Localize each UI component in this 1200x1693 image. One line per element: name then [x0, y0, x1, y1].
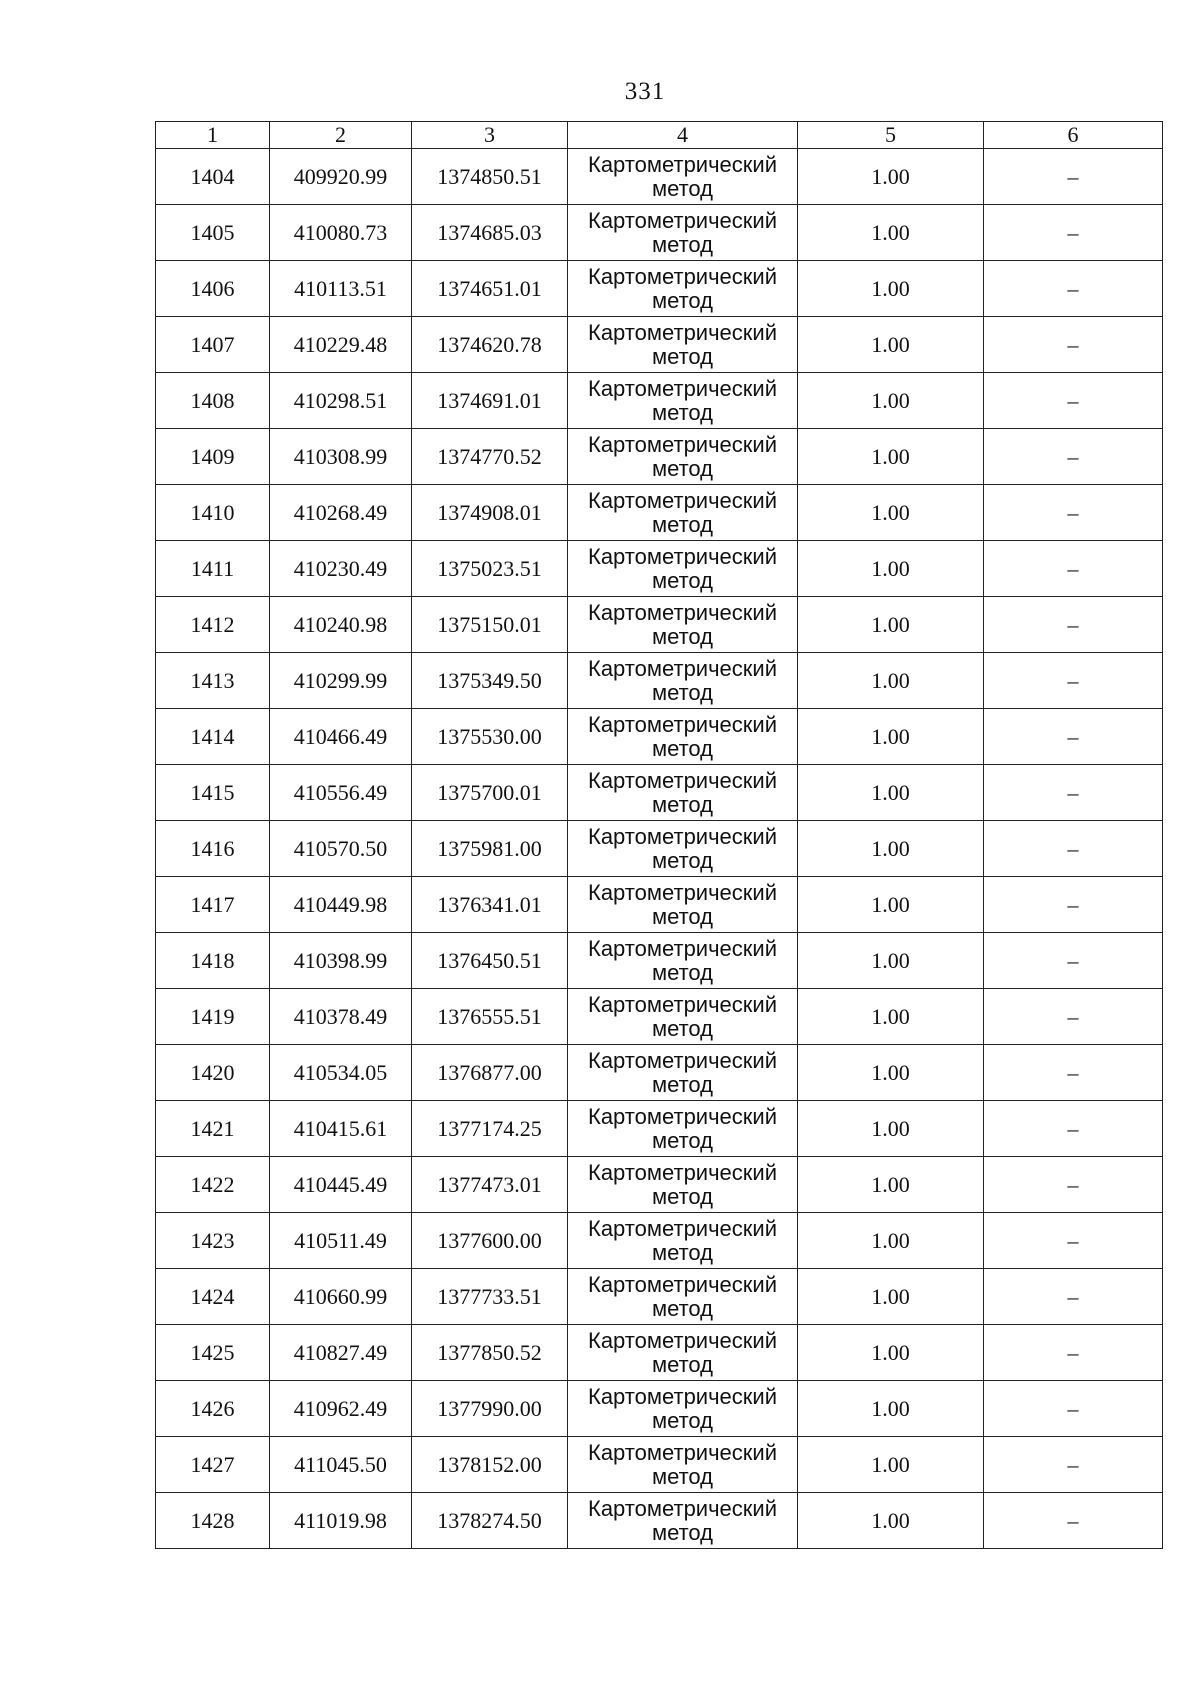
- column-header-6: 6: [984, 122, 1163, 149]
- x-coordinate-cell: 410240.98: [270, 597, 412, 653]
- x-coordinate-cell: 410398.99: [270, 933, 412, 989]
- table-row: [156, 1213, 1163, 1269]
- x-coordinate-cell: 410080.73: [270, 205, 412, 261]
- method-line-2: метод: [651, 623, 714, 649]
- y-coordinate-cell: 1376555.51: [412, 989, 568, 1045]
- method-cell: [568, 709, 798, 765]
- method-line-2: метод: [651, 1127, 714, 1153]
- point-number-cell: 1423: [156, 1213, 270, 1269]
- method-line-2: метод: [651, 1239, 714, 1265]
- method-line-2: метод: [651, 455, 714, 481]
- method-line-1: Картометрический: [588, 823, 777, 849]
- x-coordinate-cell: 410827.49: [270, 1325, 412, 1381]
- method-line-2: метод: [651, 791, 714, 817]
- table-row: [156, 653, 1163, 709]
- method-cell: [568, 933, 798, 989]
- note-cell: –: [984, 765, 1163, 821]
- method-line-2: метод: [651, 287, 714, 313]
- method-line-2: метод: [651, 1351, 714, 1377]
- x-coordinate-cell: 410415.61: [270, 1101, 412, 1157]
- method-cell: [568, 149, 798, 205]
- note-cell: –: [984, 149, 1163, 205]
- y-coordinate-cell: 1377174.25: [412, 1101, 568, 1157]
- table-row: [156, 429, 1163, 485]
- accuracy-cell: 1.00: [798, 149, 984, 205]
- point-number-cell: 1405: [156, 205, 270, 261]
- x-coordinate-cell: 410466.49: [270, 709, 412, 765]
- method-line-1: Картометрический: [588, 1159, 777, 1185]
- accuracy-cell: 1.00: [798, 1381, 984, 1437]
- x-coordinate-cell: 410299.99: [270, 653, 412, 709]
- note-cell: –: [984, 485, 1163, 541]
- column-header-1: 1: [156, 122, 270, 149]
- table-row: [156, 205, 1163, 261]
- point-number-cell: 1427: [156, 1437, 270, 1493]
- method-line-1: Картометрический: [588, 935, 777, 961]
- accuracy-cell: 1.00: [798, 597, 984, 653]
- point-number-cell: 1410: [156, 485, 270, 541]
- point-number-cell: 1407: [156, 317, 270, 373]
- y-coordinate-cell: 1374850.51: [412, 149, 568, 205]
- note-cell: –: [984, 205, 1163, 261]
- method-line-2: метод: [651, 1519, 714, 1545]
- accuracy-cell: 1.00: [798, 709, 984, 765]
- method-line-1: Картометрический: [588, 879, 777, 905]
- accuracy-cell: 1.00: [798, 1437, 984, 1493]
- page-number: 331: [624, 78, 666, 105]
- point-number-cell: 1425: [156, 1325, 270, 1381]
- method-line-2: метод: [651, 343, 714, 369]
- method-line-1: Картометрический: [588, 151, 777, 177]
- accuracy-cell: 1.00: [798, 933, 984, 989]
- method-cell: [568, 1101, 798, 1157]
- method-cell: [568, 541, 798, 597]
- x-coordinate-cell: 410230.49: [270, 541, 412, 597]
- method-line-2: метод: [651, 1295, 714, 1321]
- note-cell: –: [984, 709, 1163, 765]
- method-line-2: метод: [651, 399, 714, 425]
- note-cell: –: [984, 653, 1163, 709]
- point-number-cell: 1406: [156, 261, 270, 317]
- method-line-2: метод: [651, 959, 714, 985]
- table-row: [156, 1381, 1163, 1437]
- table-row: [156, 541, 1163, 597]
- note-cell: –: [984, 1045, 1163, 1101]
- accuracy-cell: 1.00: [798, 373, 984, 429]
- x-coordinate-cell: 410268.49: [270, 485, 412, 541]
- accuracy-cell: 1.00: [798, 653, 984, 709]
- table-row: [156, 877, 1163, 933]
- point-number-cell: 1414: [156, 709, 270, 765]
- method-line-1: Картометрический: [588, 1215, 777, 1241]
- note-cell: –: [984, 597, 1163, 653]
- accuracy-cell: 1.00: [798, 205, 984, 261]
- column-header-3: 3: [412, 122, 568, 149]
- method-cell: [568, 317, 798, 373]
- table-row: [156, 821, 1163, 877]
- method-cell: [568, 1437, 798, 1493]
- y-coordinate-cell: 1377600.00: [412, 1213, 568, 1269]
- y-coordinate-cell: 1377733.51: [412, 1269, 568, 1325]
- x-coordinate-cell: 410298.51: [270, 373, 412, 429]
- accuracy-cell: 1.00: [798, 1101, 984, 1157]
- y-coordinate-cell: 1374620.78: [412, 317, 568, 373]
- x-coordinate-cell: 410445.49: [270, 1157, 412, 1213]
- method-line-1: Картометрический: [588, 375, 777, 401]
- note-cell: –: [984, 989, 1163, 1045]
- x-coordinate-cell: 410556.49: [270, 765, 412, 821]
- accuracy-cell: 1.00: [798, 877, 984, 933]
- method-line-1: Картометрический: [588, 207, 777, 233]
- table-row: [156, 989, 1163, 1045]
- method-line-1: Картометрический: [588, 1439, 777, 1465]
- accuracy-cell: 1.00: [798, 1325, 984, 1381]
- y-coordinate-cell: 1376450.51: [412, 933, 568, 989]
- method-line-1: Картометрический: [588, 263, 777, 289]
- method-cell: [568, 597, 798, 653]
- method-line-1: Картометрический: [588, 991, 777, 1017]
- y-coordinate-cell: 1377990.00: [412, 1381, 568, 1437]
- column-header-5: 5: [798, 122, 984, 149]
- x-coordinate-cell: 411019.98: [270, 1493, 412, 1549]
- x-coordinate-cell: 411045.50: [270, 1437, 412, 1493]
- method-cell: [568, 1493, 798, 1549]
- y-coordinate-cell: 1375023.51: [412, 541, 568, 597]
- note-cell: –: [984, 877, 1163, 933]
- accuracy-cell: 1.00: [798, 261, 984, 317]
- x-coordinate-cell: 409920.99: [270, 149, 412, 205]
- method-line-2: метод: [651, 903, 714, 929]
- column-header-2: 2: [270, 122, 412, 149]
- accuracy-cell: 1.00: [798, 541, 984, 597]
- method-cell: [568, 821, 798, 877]
- column-header-4: 4: [568, 122, 798, 149]
- method-cell: [568, 1157, 798, 1213]
- note-cell: –: [984, 261, 1163, 317]
- method-line-1: Картометрический: [588, 1047, 777, 1073]
- method-line-1: Картометрический: [588, 599, 777, 625]
- y-coordinate-cell: 1377850.52: [412, 1325, 568, 1381]
- y-coordinate-cell: 1375981.00: [412, 821, 568, 877]
- method-cell: [568, 1325, 798, 1381]
- accuracy-cell: 1.00: [798, 485, 984, 541]
- accuracy-cell: 1.00: [798, 1157, 984, 1213]
- note-cell: –: [984, 1325, 1163, 1381]
- note-cell: –: [984, 933, 1163, 989]
- method-line-2: метод: [651, 567, 714, 593]
- header-row: [156, 122, 1163, 149]
- method-line-2: метод: [651, 1071, 714, 1097]
- method-line-2: метод: [651, 511, 714, 537]
- point-number-cell: 1424: [156, 1269, 270, 1325]
- method-cell: [568, 485, 798, 541]
- table-row: [156, 597, 1163, 653]
- note-cell: –: [984, 1213, 1163, 1269]
- method-cell: [568, 877, 798, 933]
- accuracy-cell: 1.00: [798, 1045, 984, 1101]
- method-line-1: Картометрический: [588, 1271, 777, 1297]
- accuracy-cell: 1.00: [798, 1269, 984, 1325]
- accuracy-cell: 1.00: [798, 821, 984, 877]
- y-coordinate-cell: 1374770.52: [412, 429, 568, 485]
- x-coordinate-cell: 410570.50: [270, 821, 412, 877]
- method-line-1: Картометрический: [588, 487, 777, 513]
- y-coordinate-cell: 1374685.03: [412, 205, 568, 261]
- point-number-cell: 1419: [156, 989, 270, 1045]
- method-line-1: Картометрический: [588, 767, 777, 793]
- accuracy-cell: 1.00: [798, 317, 984, 373]
- y-coordinate-cell: 1375700.01: [412, 765, 568, 821]
- method-line-1: Картометрический: [588, 543, 777, 569]
- table-row: [156, 1045, 1163, 1101]
- table-row: [156, 709, 1163, 765]
- method-cell: [568, 765, 798, 821]
- point-number-cell: 1412: [156, 597, 270, 653]
- method-line-1: Картометрический: [588, 1495, 777, 1521]
- y-coordinate-cell: 1375349.50: [412, 653, 568, 709]
- coordinates-table: [155, 121, 1163, 1549]
- point-number-cell: 1418: [156, 933, 270, 989]
- note-cell: –: [984, 821, 1163, 877]
- note-cell: –: [984, 429, 1163, 485]
- y-coordinate-cell: 1378152.00: [412, 1437, 568, 1493]
- table-row: [156, 373, 1163, 429]
- method-cell: [568, 989, 798, 1045]
- point-number-cell: 1428: [156, 1493, 270, 1549]
- y-coordinate-cell: 1376341.01: [412, 877, 568, 933]
- point-number-cell: 1411: [156, 541, 270, 597]
- method-cell: [568, 653, 798, 709]
- point-number-cell: 1413: [156, 653, 270, 709]
- table-row: [156, 261, 1163, 317]
- x-coordinate-cell: 410962.49: [270, 1381, 412, 1437]
- method-line-2: метод: [651, 1183, 714, 1209]
- x-coordinate-cell: 410511.49: [270, 1213, 412, 1269]
- table-body: [156, 149, 1163, 1549]
- method-line-1: Картометрический: [588, 319, 777, 345]
- method-line-2: метод: [651, 1015, 714, 1041]
- x-coordinate-cell: 410229.48: [270, 317, 412, 373]
- note-cell: –: [984, 1381, 1163, 1437]
- accuracy-cell: 1.00: [798, 1213, 984, 1269]
- point-number-cell: 1404: [156, 149, 270, 205]
- note-cell: –: [984, 373, 1163, 429]
- table-row: [156, 1101, 1163, 1157]
- table-row: [156, 1325, 1163, 1381]
- point-number-cell: 1422: [156, 1157, 270, 1213]
- table-row: [156, 1493, 1163, 1549]
- point-number-cell: 1417: [156, 877, 270, 933]
- note-cell: –: [984, 541, 1163, 597]
- method-line-1: Картометрический: [588, 1383, 777, 1409]
- x-coordinate-cell: 410534.05: [270, 1045, 412, 1101]
- method-line-1: Картометрический: [588, 1327, 777, 1353]
- method-line-2: метод: [651, 847, 714, 873]
- method-line-2: метод: [651, 679, 714, 705]
- point-number-cell: 1426: [156, 1381, 270, 1437]
- method-cell: [568, 261, 798, 317]
- note-cell: –: [984, 1101, 1163, 1157]
- method-cell: [568, 373, 798, 429]
- method-line-2: метод: [651, 1463, 714, 1489]
- y-coordinate-cell: 1376877.00: [412, 1045, 568, 1101]
- point-number-cell: 1408: [156, 373, 270, 429]
- point-number-cell: 1415: [156, 765, 270, 821]
- table-row: [156, 1269, 1163, 1325]
- table-row: [156, 765, 1163, 821]
- accuracy-cell: 1.00: [798, 1493, 984, 1549]
- note-cell: –: [984, 1157, 1163, 1213]
- method-line-2: метод: [651, 175, 714, 201]
- note-cell: –: [984, 1493, 1163, 1549]
- y-coordinate-cell: 1374908.01: [412, 485, 568, 541]
- y-coordinate-cell: 1374651.01: [412, 261, 568, 317]
- x-coordinate-cell: 410308.99: [270, 429, 412, 485]
- accuracy-cell: 1.00: [798, 429, 984, 485]
- method-line-1: Картометрический: [588, 1103, 777, 1129]
- table-row: [156, 485, 1163, 541]
- x-coordinate-cell: 410113.51: [270, 261, 412, 317]
- table-row: [156, 933, 1163, 989]
- method-cell: [568, 205, 798, 261]
- table-row: [156, 149, 1163, 205]
- note-cell: –: [984, 1269, 1163, 1325]
- method-line-2: метод: [651, 1407, 714, 1433]
- y-coordinate-cell: 1374691.01: [412, 373, 568, 429]
- method-line-1: Картометрический: [588, 655, 777, 681]
- table-row: [156, 317, 1163, 373]
- accuracy-cell: 1.00: [798, 765, 984, 821]
- method-line-1: Картометрический: [588, 431, 777, 457]
- point-number-cell: 1421: [156, 1101, 270, 1157]
- point-number-cell: 1416: [156, 821, 270, 877]
- y-coordinate-cell: 1378274.50: [412, 1493, 568, 1549]
- y-coordinate-cell: 1375530.00: [412, 709, 568, 765]
- y-coordinate-cell: 1375150.01: [412, 597, 568, 653]
- note-cell: –: [984, 1437, 1163, 1493]
- method-cell: [568, 429, 798, 485]
- table-row: [156, 1157, 1163, 1213]
- x-coordinate-cell: 410378.49: [270, 989, 412, 1045]
- method-cell: [568, 1213, 798, 1269]
- point-number-cell: 1409: [156, 429, 270, 485]
- accuracy-cell: 1.00: [798, 989, 984, 1045]
- y-coordinate-cell: 1377473.01: [412, 1157, 568, 1213]
- x-coordinate-cell: 410449.98: [270, 877, 412, 933]
- x-coordinate-cell: 410660.99: [270, 1269, 412, 1325]
- method-line-2: метод: [651, 231, 714, 257]
- method-cell: [568, 1269, 798, 1325]
- table-row: [156, 1437, 1163, 1493]
- method-cell: [568, 1381, 798, 1437]
- point-number-cell: 1420: [156, 1045, 270, 1101]
- note-cell: –: [984, 317, 1163, 373]
- method-line-2: метод: [651, 735, 714, 761]
- method-line-1: Картометрический: [588, 711, 777, 737]
- method-cell: [568, 1045, 798, 1101]
